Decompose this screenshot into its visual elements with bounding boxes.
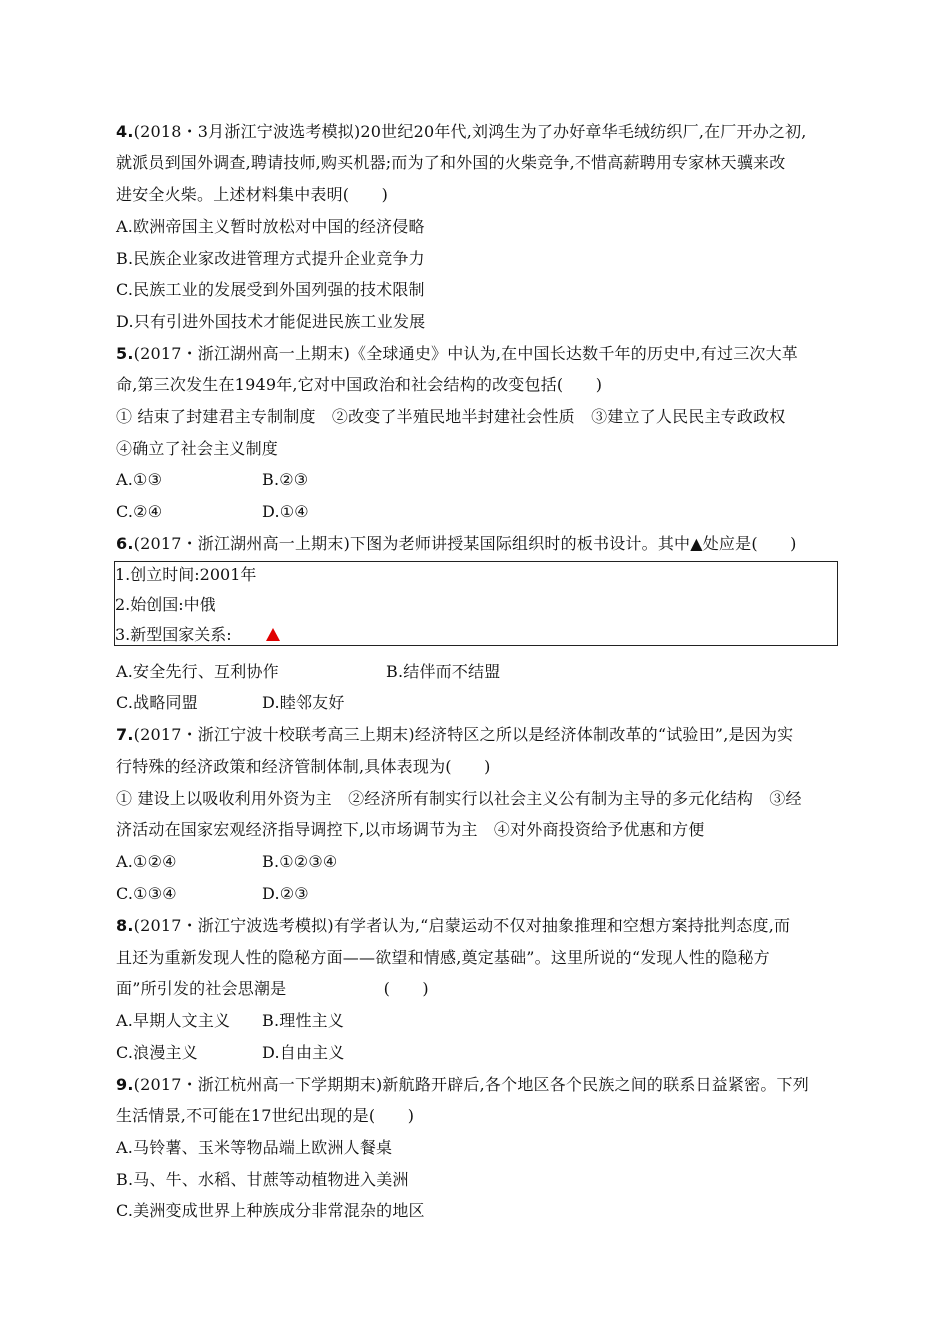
q7-options-row-1 (116, 851, 338, 873)
q9-option-c: C.美洲变成世界上种族成分非常混杂的地区 (116, 1201, 425, 1220)
q7-items-line-2: 济活动在国家宏观经济指导调控下,以市场调节为主 ④对外商投资给予优惠和方便 (116, 820, 705, 839)
q8-option-d: D.自由主义 (262, 1043, 345, 1062)
q6-number: 6. (116, 534, 134, 553)
q9-stem-line-1 (116, 1074, 809, 1096)
q4-stem-line-3: 进安全火柴。上述材料集中表明( ) (116, 185, 389, 204)
q9-option-a: A.马铃薯、玉米等物品端上欧洲人餐桌 (116, 1138, 393, 1157)
q7-option-b: B.①②③④ (262, 852, 338, 871)
board-line-2: 2.始创国:中俄 (115, 595, 216, 614)
q8-stem-text-1: (2017・浙江宁波选考模拟)有学者认为,“启蒙运动不仅对抽象推理和空想方案持批判态度,而 (133, 916, 791, 935)
q7-options-row-2 (116, 883, 309, 905)
q4-option-b: B.民族企业家改进管理方式提升企业竞争力 (116, 249, 425, 268)
q8-stem-line-3: 面”所引发的社会思潮是 ( ) (116, 979, 429, 998)
red-triangle-icon (266, 628, 280, 641)
q9-option-b: B.马、牛、水稻、甘蔗等动植物进入美洲 (116, 1170, 409, 1189)
answer-blank (232, 625, 330, 646)
q5-options-row-2 (116, 501, 309, 523)
q7-option-d: D.②③ (262, 884, 309, 903)
q6-stem-line-1 (116, 533, 797, 555)
q4-number: 4. (116, 122, 134, 141)
q6-option-d: D.睦邻友好 (262, 693, 345, 712)
q4-option-c: C.民族工业的发展受到外国列强的技术限制 (116, 280, 425, 299)
board-line-3 (115, 624, 330, 646)
q8-option-b: B.理性主义 (262, 1011, 345, 1030)
q4-option-a: A.欧洲帝国主义暂时放松对中国的经济侵略 (116, 217, 425, 236)
q5-number: 5. (116, 344, 134, 363)
q5-stem-text-1: (2017・浙江湖州高一上期末)《全球通史》中认为,在中国长达数千年的历史中,有过三次大革 (133, 344, 799, 363)
q8-stem-line-1 (116, 915, 790, 937)
q8-option-c: C.浪漫主义 (116, 1043, 198, 1062)
q5-option-a: A.①③ (116, 470, 163, 489)
q7-stem-line-1 (116, 724, 793, 746)
q4-option-d: D.只有引进外国技术才能促进民族工业发展 (116, 312, 426, 331)
q5-option-d: D.①④ (262, 502, 309, 521)
board-line-1: 1.创立时间:2001年 (115, 565, 257, 584)
q8-number: 8. (116, 916, 134, 935)
q9-number: 9. (116, 1075, 134, 1094)
q5-options-row-1 (116, 469, 309, 491)
q7-option-a: A.①②④ (116, 852, 177, 871)
q4-stem-line-2: 就派员到国外调查,聘请技师,购买机器;而为了和外国的火柴竞争,不惜高薪聘用专家林天骥来改 (116, 153, 786, 172)
q6-option-a: A.安全先行、互利协作 (116, 662, 279, 681)
blackboard-design-box (114, 561, 838, 646)
q7-option-c: C.①③④ (116, 884, 177, 903)
q5-items-line-1: ① 结束了封建君主专制制度 ②改变了半殖民地半封建社会性质 ③建立了人民民主专政政权 (116, 407, 786, 426)
q5-items-line-2: ④确立了社会主义制度 (116, 439, 279, 458)
q7-stem-text-1: (2017・浙江宁波十校联考高三上期末)经济特区之所以是经济体制改革的“试验田”,是因为实 (133, 725, 794, 744)
q8-options-row-1 (116, 1010, 345, 1032)
q5-option-c: C.②④ (116, 502, 163, 521)
q8-option-a: A.早期人文主义 (116, 1011, 231, 1030)
q4-stem-text-1: (2018・3月浙江宁波选考模拟)20世纪20年代,刘鸿生为了办好章华毛绒纺织厂,在厂开办之初, (133, 122, 807, 141)
q8-options-row-2 (116, 1042, 345, 1064)
q5-stem-line-2: 命,第三次发生在1949年,它对中国政治和社会结构的改变包括( ) (116, 375, 603, 394)
q9-stem-line-2: 生活情景,不可能在17世纪出现的是( ) (116, 1106, 415, 1125)
q7-items-line-1: ① 建设上以吸收利用外资为主 ②经济所有制实行以社会主义公有制为主导的多元化结构 ③经 (116, 789, 802, 808)
q4-stem-line-1 (116, 121, 807, 143)
q5-stem-line-1 (116, 343, 798, 365)
q8-stem-line-2: 且还为重新发现人性的隐秘方面——欲望和情感,奠定基础”。这里所说的“发现人性的隐秘方 (116, 948, 770, 967)
q6-options-row-2 (116, 692, 345, 714)
q5-option-b: B.②③ (262, 470, 309, 489)
q7-number: 7. (116, 725, 134, 744)
q6-option-b: B.结伴而不结盟 (386, 662, 501, 681)
q6-option-c: C.战略同盟 (116, 693, 198, 712)
q7-stem-line-2: 行特殊的经济政策和经济管制体制,具体表现为( ) (116, 757, 491, 776)
q9-stem-text-1: (2017・浙江杭州高一下学期期末)新航路开辟后,各个地区各个民族之间的联系日益紧密。下列 (133, 1075, 809, 1094)
board-line-3-label: 3.新型国家关系: (115, 625, 232, 644)
q6-stem-text-1: (2017・浙江湖州高一上期末)下图为老师讲授某国际组织时的板书设计。其中▲处应是( ) (133, 534, 797, 553)
q6-options-row-1 (116, 661, 501, 683)
